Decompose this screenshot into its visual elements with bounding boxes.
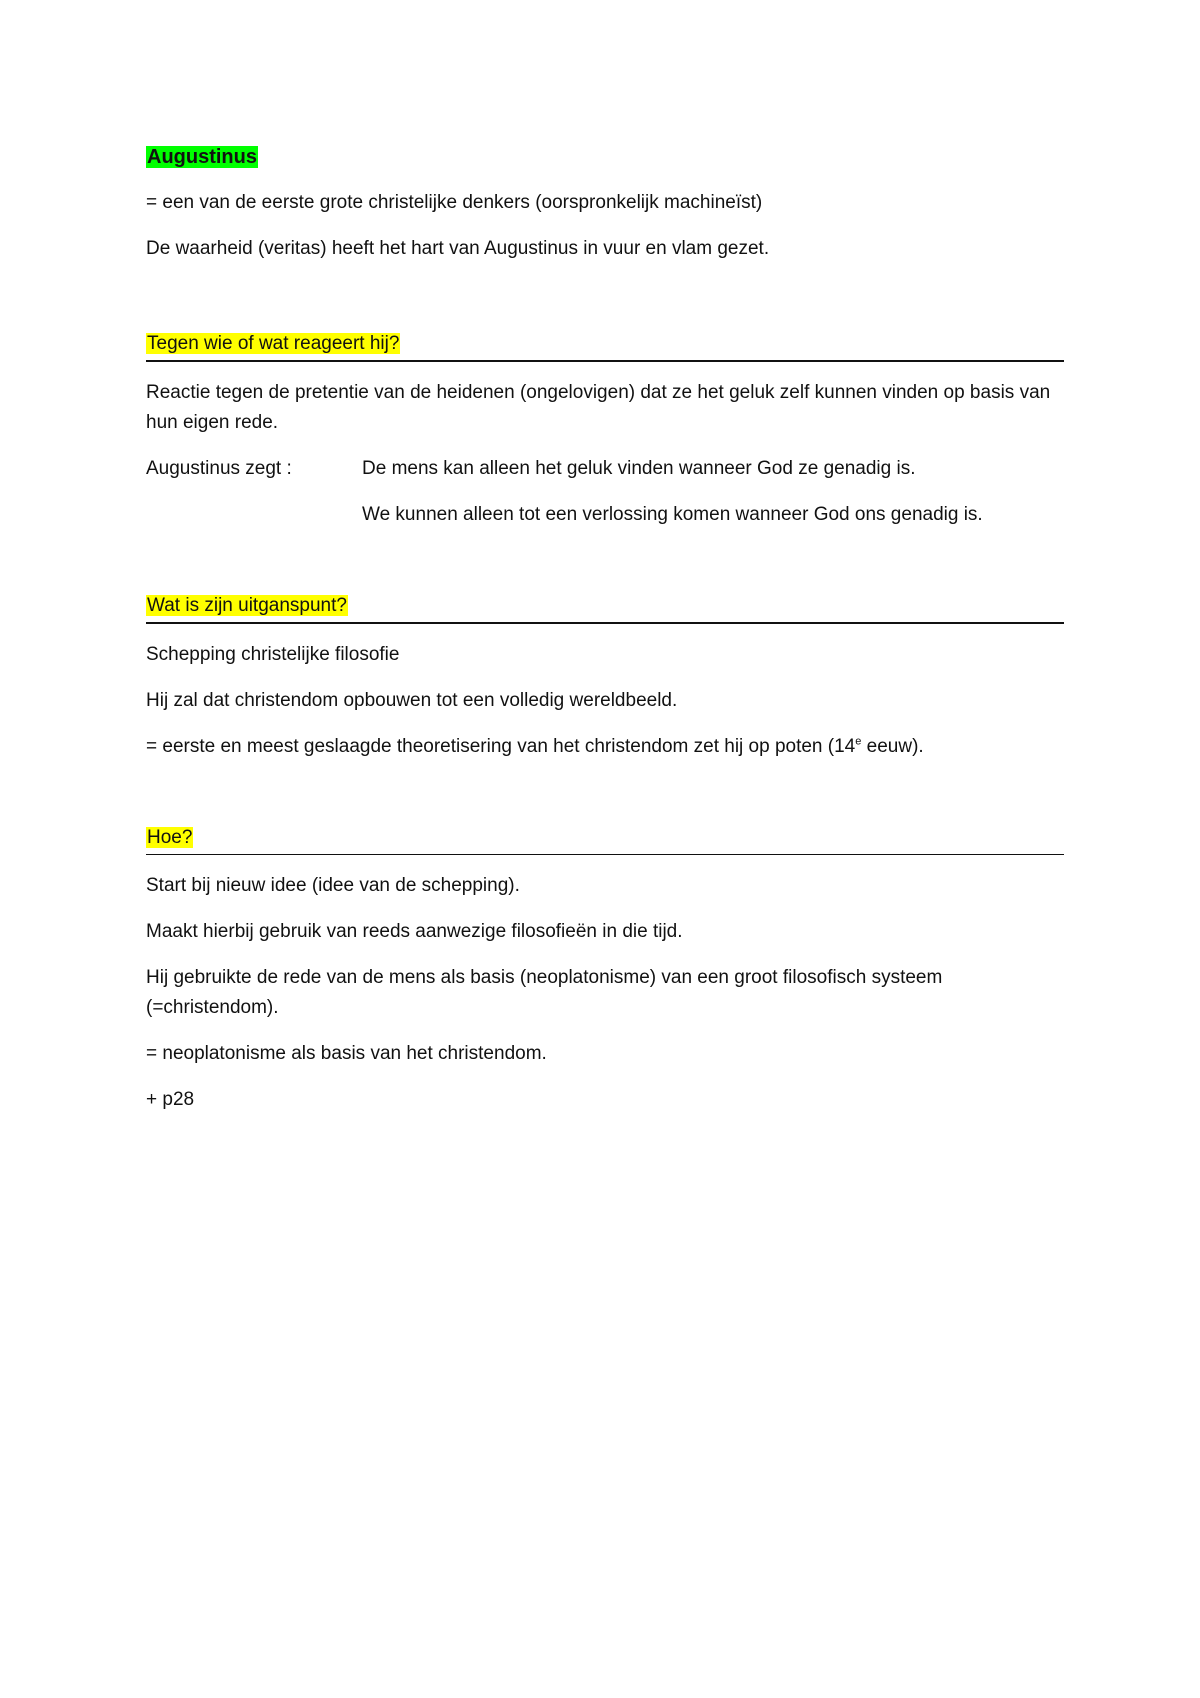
para3-superscript: e	[855, 735, 862, 748]
para3-text-after: eeuw).	[861, 736, 924, 757]
section3-paragraph-1: Start bij nieuw idee (idee van de schepping).	[146, 875, 520, 896]
augustinus-quote-row	[146, 454, 1064, 484]
section2-paragraph-3	[146, 732, 1064, 762]
quote-label: Augustinus zegt :	[146, 458, 292, 479]
section-heading-text: Hoe?	[147, 827, 193, 848]
section3-paragraph-3: Hij gebruikte de rede van de mens als basis (neoplatonisme) van een groot filosofisch systeem (=christendom).	[146, 967, 943, 1018]
section1-paragraph: Reactie tegen de pretentie van de heidenen (ongelovigen) dat ze het geluk zelf kunnen vinden op basis van hun eigen rede.	[146, 382, 1051, 433]
spacer	[146, 778, 1064, 822]
section3-paragraph-5: + p28	[146, 1089, 195, 1110]
section-heading-text: Tegen wie of wat reageert hij?	[147, 333, 400, 354]
quote-line-1: De mens kan alleen het geluk vinden wanneer God ze genadig is.	[362, 458, 916, 479]
section2-paragraph-2: Hij zal dat christendom opbouwen tot een volledig wereldbeeld.	[146, 690, 678, 711]
section3-paragraph-4: = neoplatonisme als basis van het christendom.	[146, 1043, 547, 1064]
title-row	[146, 140, 1064, 174]
intro-line-1: = een van de eerste grote christelijke denkers (oorspronkelijk machineïst)	[146, 192, 763, 213]
document-title: Augustinus	[147, 146, 257, 168]
section-heading-uitganspunt	[146, 590, 1064, 624]
section2-paragraph-1: Schepping christelijke filosofie	[146, 644, 400, 665]
section-heading-hoe	[146, 822, 1064, 855]
intro-line-2: De waarheid (veritas) heeft het hart van Augustinus in vuur en vlam gezet.	[146, 238, 770, 259]
spacer	[146, 280, 1064, 328]
para3-text-before: = eerste en meest geslaagde theoretisering van het christendom zet hij op poten (14	[146, 736, 856, 757]
document-page	[146, 140, 1064, 1131]
quote-line-2: We kunnen alleen tot een verlossing komen wanneer God ons genadig is.	[362, 504, 983, 525]
section-heading-text: Wat is zijn uitganspunt?	[147, 595, 347, 616]
spacer	[146, 546, 1064, 590]
section3-paragraph-2: Maakt hierbij gebruik van reeds aanwezige filosofieën in die tijd.	[146, 921, 683, 942]
section-heading-reageert	[146, 328, 1064, 362]
